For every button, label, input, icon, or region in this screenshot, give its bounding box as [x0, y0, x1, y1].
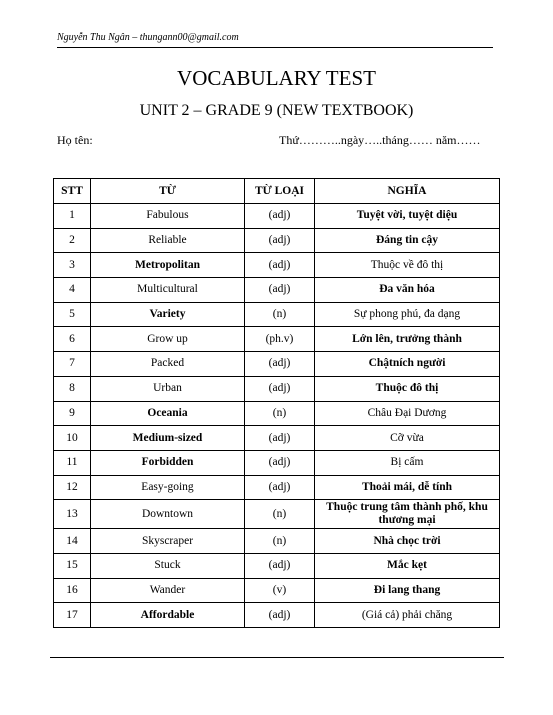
cell-word-type: (n) [245, 401, 315, 426]
vocabulary-table [53, 178, 500, 628]
cell-stt: 17 [54, 603, 91, 628]
cell-stt: 16 [54, 578, 91, 603]
cell-word-type: (adj) [245, 352, 315, 377]
table-row [54, 327, 500, 352]
table-row [54, 553, 500, 578]
table-row [54, 475, 500, 500]
cell-word-type: (v) [245, 578, 315, 603]
cell-word-type: (adj) [245, 228, 315, 253]
cell-stt: 13 [54, 500, 91, 529]
header-word-type: TỪ LOẠI [245, 179, 315, 204]
cell-stt: 15 [54, 553, 91, 578]
date-label: Thứ………..ngày…..tháng…… năm…… [279, 133, 481, 147]
cell-word-type: (adj) [245, 603, 315, 628]
table-row [54, 228, 500, 253]
table-row [54, 578, 500, 603]
cell-stt: 10 [54, 426, 91, 451]
page-subtitle: UNIT 2 – GRADE 9 (NEW TEXTBOOK) [139, 102, 414, 119]
table-row [54, 302, 500, 327]
cell-meaning: (Giá cả) phải chăng [315, 603, 500, 628]
cell-word: Packed [91, 352, 245, 377]
cell-stt: 6 [54, 327, 91, 352]
cell-word: Oceania [91, 401, 245, 426]
author-header: Nguyễn Thu Ngân – thungann00@gmail.com [57, 32, 239, 43]
cell-meaning: Mắc kẹt [315, 553, 500, 578]
name-label: Họ tên: [57, 133, 93, 147]
table-row [54, 529, 500, 554]
cell-word-type: (adj) [245, 253, 315, 278]
cell-word: Affordable [91, 603, 245, 628]
cell-stt: 12 [54, 475, 91, 500]
table-body [54, 204, 500, 628]
cell-word: Forbidden [91, 450, 245, 475]
header-word: TỪ [91, 179, 245, 204]
cell-meaning: Châu Đại Dương [315, 401, 500, 426]
cell-stt: 9 [54, 401, 91, 426]
cell-word: Variety [91, 302, 245, 327]
cell-word: Downtown [91, 500, 245, 529]
cell-word: Wander [91, 578, 245, 603]
cell-word: Medium-sized [91, 426, 245, 451]
header-divider [57, 47, 493, 48]
cell-word-type: (adj) [245, 204, 315, 229]
cell-word-type: (adj) [245, 450, 315, 475]
header-meaning: NGHĨA [315, 179, 500, 204]
cell-meaning: Tuyệt vời, tuyệt diệu [315, 204, 500, 229]
cell-word: Multicultural [91, 278, 245, 303]
cell-stt: 7 [54, 352, 91, 377]
cell-stt: 3 [54, 253, 91, 278]
cell-word: Urban [91, 376, 245, 401]
cell-word-type: (adj) [245, 376, 315, 401]
header-stt: STT [54, 179, 91, 204]
cell-word: Reliable [91, 228, 245, 253]
footer-divider [50, 657, 504, 658]
table-header-row [54, 179, 500, 204]
table-row [54, 253, 500, 278]
page-title: VOCABULARY TEST [177, 66, 376, 90]
table-row [54, 278, 500, 303]
cell-meaning: Đa văn hóa [315, 278, 500, 303]
cell-word-type: (n) [245, 302, 315, 327]
table-row [54, 450, 500, 475]
table-row [54, 204, 500, 229]
cell-meaning: Thuộc đô thị [315, 376, 500, 401]
cell-meaning: Bị cấm [315, 450, 500, 475]
cell-word: Fabulous [91, 204, 245, 229]
cell-word: Skyscraper [91, 529, 245, 554]
cell-word-type: (adj) [245, 553, 315, 578]
cell-word-type: (ph.v) [245, 327, 315, 352]
cell-stt: 5 [54, 302, 91, 327]
cell-meaning: Thuộc trung tâm thành phố, khu thương mại [315, 500, 500, 529]
cell-stt: 1 [54, 204, 91, 229]
cell-meaning: Đi lang thang [315, 578, 500, 603]
table-row [54, 376, 500, 401]
cell-word-type: (adj) [245, 426, 315, 451]
table-row [54, 352, 500, 377]
table-row [54, 401, 500, 426]
cell-word: Grow up [91, 327, 245, 352]
cell-stt: 2 [54, 228, 91, 253]
cell-meaning: Đáng tin cậy [315, 228, 500, 253]
cell-meaning: Thoải mái, dễ tính [315, 475, 500, 500]
cell-stt: 8 [54, 376, 91, 401]
cell-meaning: Cỡ vừa [315, 426, 500, 451]
cell-stt: 4 [54, 278, 91, 303]
cell-stt: 11 [54, 450, 91, 475]
cell-word-type: (adj) [245, 475, 315, 500]
cell-word: Metropolitan [91, 253, 245, 278]
cell-meaning: Chậtních người [315, 352, 500, 377]
cell-meaning: Nhà chọc trời [315, 529, 500, 554]
cell-word: Easy-going [91, 475, 245, 500]
cell-word: Stuck [91, 553, 245, 578]
table-row [54, 426, 500, 451]
cell-meaning: Lớn lên, trưởng thành [315, 327, 500, 352]
cell-word-type: (adj) [245, 278, 315, 303]
cell-meaning: Thuộc về đô thị [315, 253, 500, 278]
cell-meaning: Sự phong phú, đa dạng [315, 302, 500, 327]
cell-word-type: (n) [245, 500, 315, 529]
table-row [54, 603, 500, 628]
cell-word-type: (n) [245, 529, 315, 554]
table-row [54, 500, 500, 529]
cell-stt: 14 [54, 529, 91, 554]
